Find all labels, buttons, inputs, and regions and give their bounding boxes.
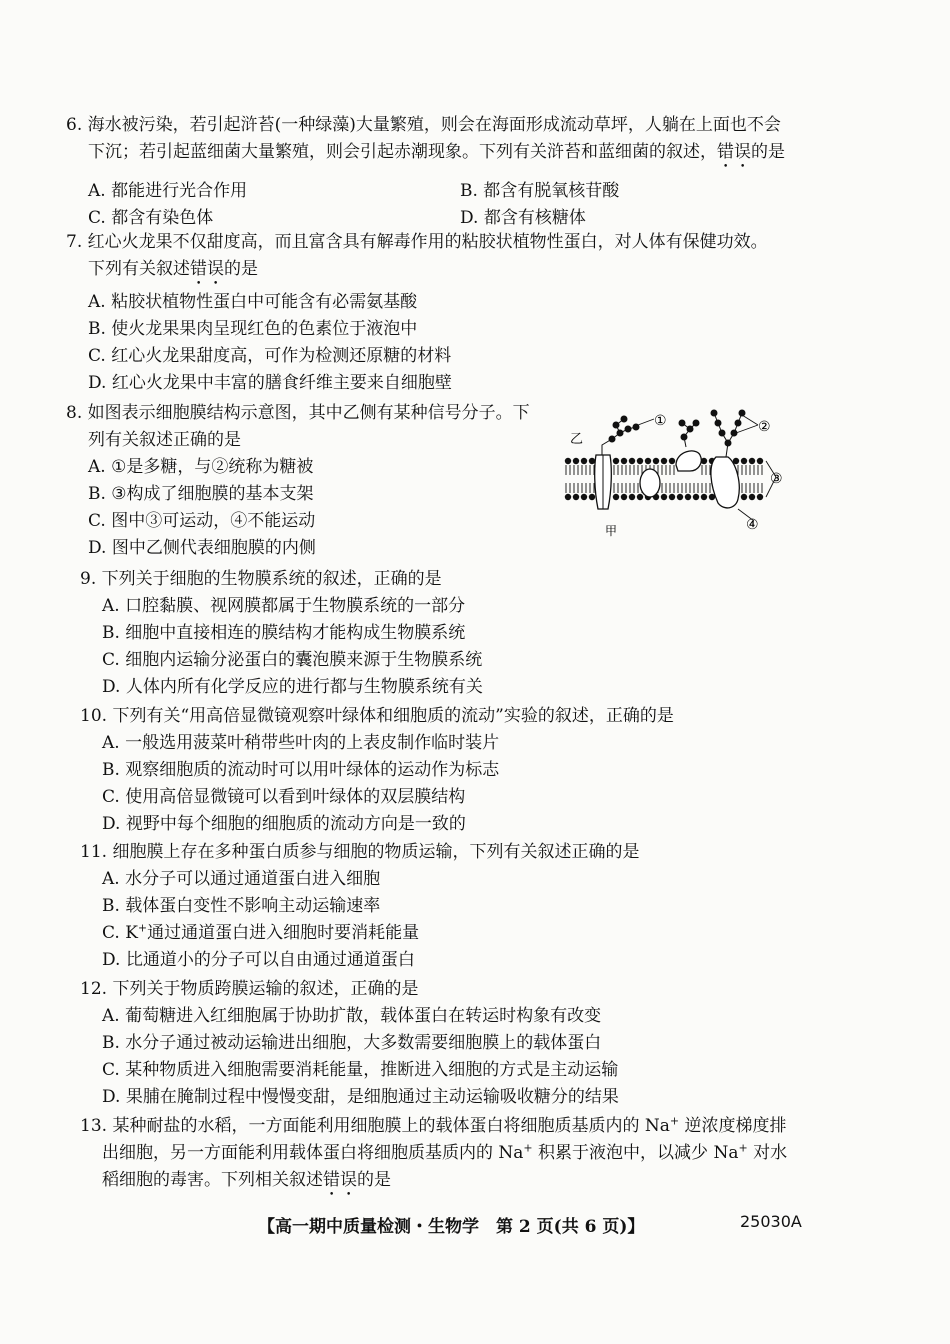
q9-option-b[interactable]: B. 细胞中直接相连的膜结构才能构成生物膜系统 [102,623,466,643]
q13-line2-mid: 积累于液泡中，以减少 Na [532,1143,739,1163]
diagram-label-2: ② [758,419,771,435]
q7-option-c[interactable]: C. 红心火龙果甜度高，可作为检测还原糖的材料 [88,346,452,366]
q7-stem-text: 下列有关叙述 [88,259,190,279]
q6-stem-line1: 6. 海水被污染，若引起浒苔(一种绿藻)大量繁殖，则会在海面形成流动草坪，人躺在上面也不会 [66,115,781,135]
q7-option-d[interactable]: D. 红心火龙果中丰富的膳食纤维主要来自细胞壁 [88,373,452,393]
q6-option-b[interactable]: B. 都含有脱氧核苷酸 [460,181,620,201]
q13-line3-end: 的是 [357,1170,391,1190]
q7-option-a[interactable]: A. 粘胶状植物性蛋白中可能含有必需氨基酸 [88,292,418,312]
exam-code: 25030A [740,1212,802,1231]
q7-option-b[interactable]: B. 使火龙果果肉呈现红色的色素位于液泡中 [88,319,418,339]
q11-option-d[interactable]: D. 比通道小的分子可以自由通过通道蛋白 [102,950,415,970]
cell-membrane-diagram [558,405,798,545]
glycoprotein-chain-1 [602,416,639,455]
transmembrane-protein-right [711,457,739,508]
q12-stem: 12. 下列关于物质跨膜运输的叙述，正确的是 [80,979,419,999]
q6-emphasis: 错误 [717,142,751,162]
q11-option-c[interactable] [80,920,639,947]
diagram-label-side-bottom: 甲 [605,524,618,538]
question-12 [80,976,619,1111]
q6-stem-line2 [66,139,785,172]
diagram-label-side-top: 乙 [570,432,584,447]
q10-stem: 10. 下列有关“用高倍显微镜观察叶绿体和细胞质的流动”实验的叙述，正确的是 [80,706,674,726]
q7-emphasis: 错误 [190,259,224,279]
q13-line2-text: 出细胞，另一方面能利用载体蛋白将细胞质基质内的 Na [102,1143,524,1163]
q9-option-d[interactable]: D. 人体内所有化学反应的进行都与生物膜系统有关 [102,677,483,697]
q6-option-a[interactable]: A. 都能进行光合作用 [88,181,248,201]
q11-option-c-prefix: C. K [102,923,138,943]
q11-option-b[interactable]: B. 载体蛋白变性不影响主动运输速率 [102,896,381,916]
surface-protein [676,451,701,471]
diagram-label-4: ④ [746,517,759,533]
q7-stem-line1: 7. 红心火龙果不仅甜度高，而且富含具有解毒作用的粘胶状植物性蛋白，对人体有保健功效。 [66,232,768,252]
question-10 [80,703,674,838]
q13-stem-line3 [80,1167,787,1200]
q6-stem-text: 下沉；若引起蓝细菌大量繁殖，则会引起赤潮现象。下列有关浒苔和蓝细菌的叙述， [88,142,717,162]
diagram-label-1: ① [654,413,667,429]
q11-stem: 11. 细胞膜上存在多种蛋白质参与细胞的物质运输，下列有关叙述正确的是 [80,842,640,862]
q10-option-a[interactable]: A. 一般选用菠菜叶稍带些叶肉的上表皮制作临时装片 [102,733,500,753]
q11-option-c-superscript: + [137,921,148,935]
q7-stem-line2 [66,256,768,289]
q10-option-d[interactable]: D. 视野中每个细胞的细胞质的流动方向是一致的 [102,814,466,834]
q13-stem-line2 [80,1140,787,1167]
q8-option-c[interactable]: C. 图中③可运动，④不能运动 [88,511,316,531]
q12-option-a[interactable]: A. 葡萄糖进入红细胞属于协助扩散，载体蛋白在转运时构象有改变 [102,1006,602,1026]
q13-line2-sup-2: + [738,1141,748,1155]
question-7 [66,229,768,397]
q13-line1-end: 逆浓度梯度排 [679,1116,787,1136]
question-11 [80,839,639,974]
q10-option-c[interactable]: C. 使用高倍显微镜可以看到叶绿体的双层膜结构 [102,787,466,807]
q12-option-d[interactable]: D. 果脯在腌制过程中慢慢变甜，是细胞通过主动运输吸收糖分的结果 [102,1087,619,1107]
q12-option-b[interactable]: B. 水分子通过被动运输进出细胞，大多数需要细胞膜上的载体蛋白 [102,1033,602,1053]
footer-title: 【高一期中质量检测・生物学 第 2 页(共 6 页)】 [258,1217,645,1237]
q6-options [66,178,785,232]
q8-stem-line2: 列有关叙述正确的是 [88,430,241,450]
q9-option-a[interactable]: A. 口腔黏膜、视网膜都属于生物膜系统的一部分 [102,596,466,616]
q13-line1-sup: + [669,1114,680,1128]
q13-stem-line1 [80,1113,787,1140]
q13-emphasis: 错误 [323,1170,357,1190]
q12-option-c[interactable]: C. 某种物质进入细胞需要消耗能量，推断进入细胞的方式是主动运输 [102,1060,619,1080]
q8-option-a[interactable]: A. ①是多糖，与②统称为糖被 [88,457,314,477]
q10-option-b[interactable]: B. 观察细胞质的流动时可以用叶绿体的运动作为标志 [102,760,500,780]
q6-option-d[interactable]: D. 都含有核糖体 [460,208,586,228]
embedded-protein-middle [640,469,660,497]
q13-line2-sup-1: + [523,1141,533,1155]
question-9 [80,566,483,701]
label-leader-lines [638,415,776,521]
q11-option-c-text: 通过通道蛋白进入细胞时要消耗能量 [147,923,420,943]
q6-stem-end: 的是 [751,142,785,162]
diagram-label-3: ③ [770,471,783,487]
question-13 [80,1113,787,1200]
q9-stem: 9. 下列关于细胞的生物膜系统的叙述，正确的是 [80,569,442,589]
q13-line1-text: 13. 某种耐盐的水稻，一方面能利用细胞膜上的载体蛋白将细胞质基质内的 Na [80,1116,670,1136]
glycolipid-chain [679,410,745,457]
q9-option-c[interactable]: C. 细胞内运输分泌蛋白的囊泡膜来源于生物膜系统 [102,650,483,670]
q7-stem-end: 的是 [224,259,258,279]
q6-option-c[interactable]: C. 都含有染色体 [88,208,214,228]
q8-option-d[interactable]: D. 图中乙侧代表细胞膜的内侧 [88,538,316,558]
question-6 [66,112,785,232]
q11-option-a[interactable]: A. 水分子可以通过通道蛋白进入细胞 [102,869,381,889]
q13-line2-end: 对水 [747,1143,788,1163]
q8-stem-line1: 8. 如图表示细胞膜结构示意图，其中乙侧有某种信号分子。下 [66,403,530,423]
question-8 [66,400,530,562]
q8-option-b[interactable]: B. ③构成了细胞膜的基本支架 [88,484,314,504]
q13-line3-text: 稻细胞的毒害。下列相关叙述 [102,1170,323,1190]
